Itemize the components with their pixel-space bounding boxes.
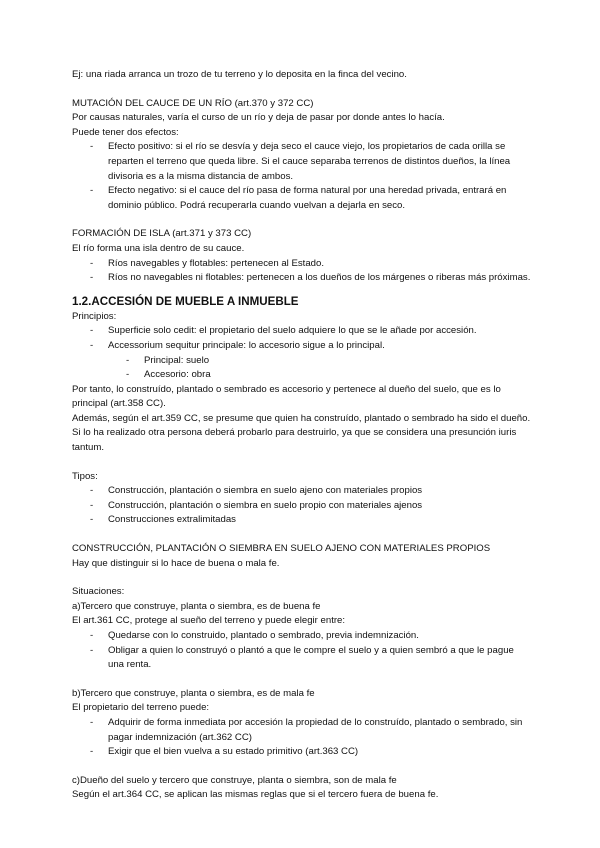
list-item: - Construcción, plantación o siembra en suelo ajeno con materiales propios	[72, 484, 532, 499]
mutacion-heading: MUTACIÓN DEL CAUCE DE UN RÍO (art.370 y 372 CC)	[72, 97, 314, 109]
situacion-a-line: El art.361 CC, protege al sueño del terreno y puede elegir entre:	[72, 615, 346, 627]
construccion-heading: CONSTRUCCIÓN, PLANTACIÓN O SIEMBRA EN SUELO AJENO CON MATERIALES PROPIOS	[72, 543, 491, 555]
tipos-label: Tipos:	[72, 470, 98, 482]
list-item: - Construcción, plantación o siembra en suelo propio con materiales ajenos	[72, 499, 532, 514]
list-item: - Construcciones extralimitadas	[72, 513, 532, 528]
situacion-b-list	[72, 716, 532, 760]
list-item: - Superficie solo cedit: el propietario del suelo adquiere lo que se le añade por accesión.	[72, 324, 532, 339]
list-item: - Adquirir de forma inmediata por accesión la propiedad de lo construído, plantado o sembrado, sin pagar indemnización (art.362 CC)	[72, 716, 532, 745]
situaciones-label: Situaciones:	[72, 586, 125, 598]
situacion-b-line: El propietario del terreno puede:	[72, 702, 210, 714]
list-item: - Accesorio: obra	[72, 368, 532, 383]
situacion-c-line: Según el art.364 CC, se aplican las mismas reglas que si el tercero fuera de buena fe.	[72, 789, 439, 801]
list-item: - Ríos navegables y flotables: pertenecen al Estado.	[72, 257, 532, 272]
mutacion-line-1: Por causas naturales, varía el curso de un río y deja de pasar por donde antes lo hacía.	[72, 112, 445, 124]
paragraph-accesorio: Por tanto, lo construído, plantado o sembrado es accesorio y pertenece al dueño del suelo, que es lo principal (art.358 CC).	[72, 383, 501, 410]
intro-example: Ej: una riada arranca un trozo de tu terreno y lo deposita en la finca del vecino.	[72, 69, 407, 80]
tipos-list	[72, 484, 532, 528]
isla-list	[72, 257, 532, 286]
document-page	[72, 68, 532, 803]
list-item: - Efecto negativo: si el cauce del río pasa de forma natural por una heredad privada, entrará en dominio público. Podrá recuperarla cuando vuelvan a dejarla en seco.	[72, 184, 532, 213]
list-item: - Exigir que el bien vuelva a su estado primitivo (art.363 CC)	[72, 745, 532, 760]
situacion-b-title: b)Tercero que construye, planta o siembra, es de mala fe	[72, 687, 315, 699]
paragraph-presuncion: Además, según el art.359 CC, se presume que quien ha construído, plantado o sembrado ha sido el dueño. Si lo ha realizado otra persona deberá probarlo para destruirlo, ya que se considera una presunción iuris tantum.	[72, 412, 531, 454]
principios-list	[72, 324, 532, 353]
situacion-a-list	[72, 629, 532, 673]
section-heading: 1.2.ACCESIÓN DE MUEBLE A INMUEBLE	[72, 294, 299, 308]
situacion-a-title: a)Tercero que construye, planta o siembra, es de buena fe	[72, 600, 321, 612]
list-item: - Ríos no navegables ni flotables: pertenecen a los dueños de los márgenes o riberas más próximas.	[72, 271, 532, 286]
construccion-line-1: Hay que distinguir si lo hace de buena o mala fe.	[72, 557, 280, 569]
list-item: - Principal: suelo	[72, 354, 532, 369]
isla-line-1: El río forma una isla dentro de su cauce.	[72, 242, 245, 254]
mutacion-line-2: Puede tener dos efectos:	[72, 126, 179, 138]
list-item: - Accessorium sequitur principale: lo accesorio sigue a lo principal.	[72, 339, 532, 354]
situacion-c-title: c)Dueño del suelo y tercero que construye, planta o siembra, son de mala fe	[72, 774, 397, 786]
principios-label: Principios:	[72, 310, 117, 322]
mutacion-list	[72, 140, 532, 213]
list-item: - Efecto positivo: si el río se desvía y deja seco el cauce viejo, los propietarios de cada orilla se reparten el terreno que queda libre. Si el cauce separaba terrenos de distintos dueños, la línea divisoria es a la misma distancia de ambos.	[72, 140, 532, 184]
list-item: - Quedarse con lo construido, plantado o sembrado, previa indemnización.	[72, 629, 532, 644]
list-item: - Obligar a quien lo construyó o plantó a que le compre el suelo y a quien sembró a que le pague una renta.	[72, 644, 532, 673]
isla-heading: FORMACIÓN DE ISLA (art.371 y 373 CC)	[72, 228, 252, 240]
principios-sublist	[72, 354, 532, 383]
